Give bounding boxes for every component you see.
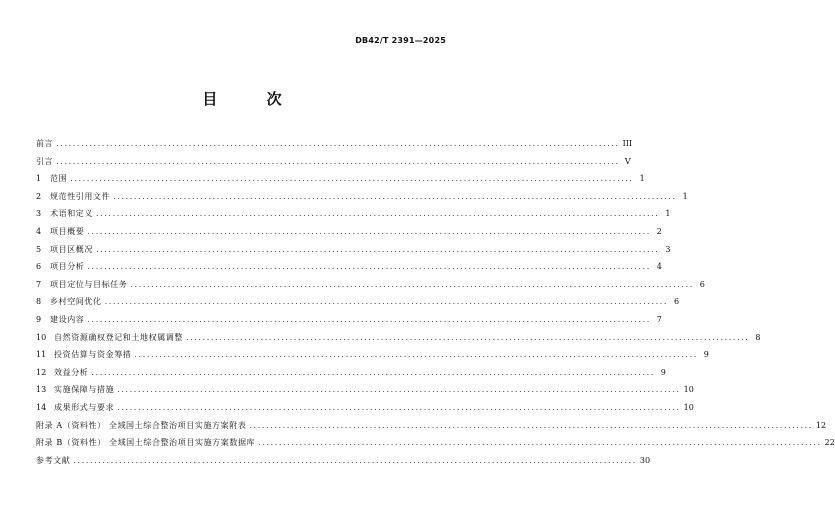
toc-entry-label: 乡村空间优化	[50, 297, 102, 307]
toc-entry-appendix-b[interactable]	[36, 437, 835, 455]
toc-leader-dots: ........................................................................................................................................	[56, 139, 620, 148]
toc-entry-8[interactable]	[36, 296, 680, 314]
toc-entry-label: 术语和定义	[50, 209, 93, 219]
toc-entry-number: 9	[36, 314, 42, 324]
toc-leader-dots: ........................................................................................................................................	[113, 191, 677, 201]
toc-entry-page: 9	[703, 350, 709, 360]
toc-entry-number: 12	[36, 367, 47, 377]
toc-leader-dots: ........................................................................................................................................	[87, 262, 651, 272]
toc-entry-label: 项目分析	[50, 262, 85, 272]
toc-leader-dots: ........................................................................................................................................	[56, 156, 620, 166]
toc-leader-dots: ........................................................................................................................................	[130, 279, 694, 289]
toc-entry-page: 10	[683, 385, 694, 395]
toc-leader-dots: ........................................................................................................................................	[117, 385, 681, 395]
toc-entry-references[interactable]	[36, 455, 651, 473]
toc-leader-dots: ........................................................................................................................................	[91, 367, 655, 377]
toc-leader-dots: ........................................................................................................................................	[96, 244, 660, 254]
toc-entry-page: III	[622, 139, 633, 148]
toc-entry-number: 2	[36, 191, 42, 201]
toc-entry-introduction[interactable]	[36, 156, 631, 174]
toc-entry-label: 规范性引用文件	[50, 191, 111, 201]
toc-entry-label: 引言	[36, 156, 54, 166]
toc-entry-label: 项目定位与目标任务	[50, 279, 128, 289]
toc-entry-page: 22	[824, 438, 835, 448]
toc-entry-appendix-a[interactable]	[36, 420, 827, 438]
toc-entry-label: 前言	[36, 139, 54, 148]
toc-entry-label: 自然资源确权登记和土地权属调整	[54, 332, 183, 342]
toc-entry-number: 3	[36, 209, 42, 219]
toc-entry-3[interactable]	[36, 208, 671, 226]
toc-entry-page: 8	[755, 332, 761, 342]
toc-entry-14[interactable]	[36, 402, 694, 420]
toc-leader-dots: ........................................................................................................................................	[96, 209, 660, 219]
toc-entry-page: 1	[682, 191, 688, 201]
toc-entry-page: 9	[660, 367, 666, 377]
toc-entry-2[interactable]	[36, 191, 688, 209]
toc-entry-number: 5	[36, 244, 42, 254]
toc-leader-dots: ........................................................................................................................................	[249, 420, 813, 430]
toc-entry-label: 附录 B（资料性） 全域国土综合整治项目实施方案数据库	[36, 438, 256, 448]
toc-entry-label: 实施保障与措施	[54, 385, 115, 395]
toc-entry-number: 6	[36, 262, 42, 272]
toc-entry-label: 效益分析	[54, 367, 89, 377]
toc-entry-4[interactable]	[36, 226, 662, 244]
toc-entry-10[interactable]	[36, 332, 761, 350]
toc-entry-1[interactable]	[36, 173, 645, 191]
toc-entry-number: 10	[36, 332, 47, 342]
toc-entry-label: 建设内容	[50, 314, 85, 324]
toc-leader-dots: ........................................................................................................................................	[73, 455, 637, 465]
toc-entry-5[interactable]	[36, 244, 671, 262]
toc-leader-dots: ........................................................................................................................................	[186, 332, 750, 342]
toc-entry-9[interactable]	[36, 314, 662, 332]
toc-entry-number: 11	[36, 350, 47, 360]
toc-entry-label: 范围	[50, 174, 68, 184]
toc-entry-12[interactable]	[36, 367, 666, 385]
toc-entry-page: 4	[656, 262, 662, 272]
toc-entry-number: 7	[36, 279, 42, 289]
toc-entry-number: 1	[36, 174, 42, 184]
toc-entry-page: 7	[656, 314, 662, 324]
toc-entry-number: 4	[36, 226, 42, 236]
toc-entry-13[interactable]	[36, 384, 694, 402]
toc-leader-dots: ........................................................................................................................................	[134, 350, 698, 360]
toc-entry-foreword[interactable]	[36, 138, 633, 156]
toc-entry-number: 13	[36, 385, 47, 395]
toc-leader-dots: ........................................................................................................................................	[70, 174, 634, 184]
toc-entry-label: 附录 A（资料性） 全域国土综合整治项目实施方案附表	[36, 420, 247, 430]
toc-entry-label: 成果形式与要求	[54, 402, 115, 412]
toc-entry-page: 6	[699, 279, 705, 289]
toc-entry-page: 2	[656, 226, 662, 236]
toc-entry-page: 1	[665, 209, 671, 219]
toc-entry-label: 投资估算与资金筹措	[54, 350, 132, 360]
toc-leader-dots: ........................................................................................................................................	[87, 226, 651, 236]
toc-entry-page: V	[624, 156, 631, 166]
toc-entry-11[interactable]	[36, 349, 709, 367]
toc-entry-page: 12	[815, 420, 827, 430]
toc-entry-page: 30	[639, 455, 651, 465]
toc-entry-6[interactable]	[36, 261, 662, 279]
toc-entry-7[interactable]	[36, 279, 705, 297]
toc-entry-label: 参考文献	[36, 455, 71, 465]
toc-leader-dots: ........................................................................................................................................	[117, 402, 681, 412]
toc-entry-page: 6	[673, 297, 680, 307]
toc-entry-label: 项目概要	[50, 226, 85, 236]
toc-entry-page: 1	[639, 174, 645, 184]
standard-code: DB42/T 2391—2025	[355, 36, 446, 45]
toc-entry-page: 10	[683, 402, 694, 412]
toc-leader-dots: ........................................................................................................................................	[104, 297, 669, 307]
toc-entry-number: 8	[36, 297, 42, 307]
page-title: 目 次	[202, 90, 304, 108]
toc-leader-dots: ........................................................................................................................................	[258, 438, 822, 448]
table-of-contents	[36, 138, 835, 472]
toc-entry-label: 项目区概况	[50, 244, 93, 254]
toc-leader-dots: ........................................................................................................................................	[87, 314, 651, 324]
toc-entry-page: 3	[665, 244, 671, 254]
toc-entry-number: 14	[36, 402, 47, 412]
